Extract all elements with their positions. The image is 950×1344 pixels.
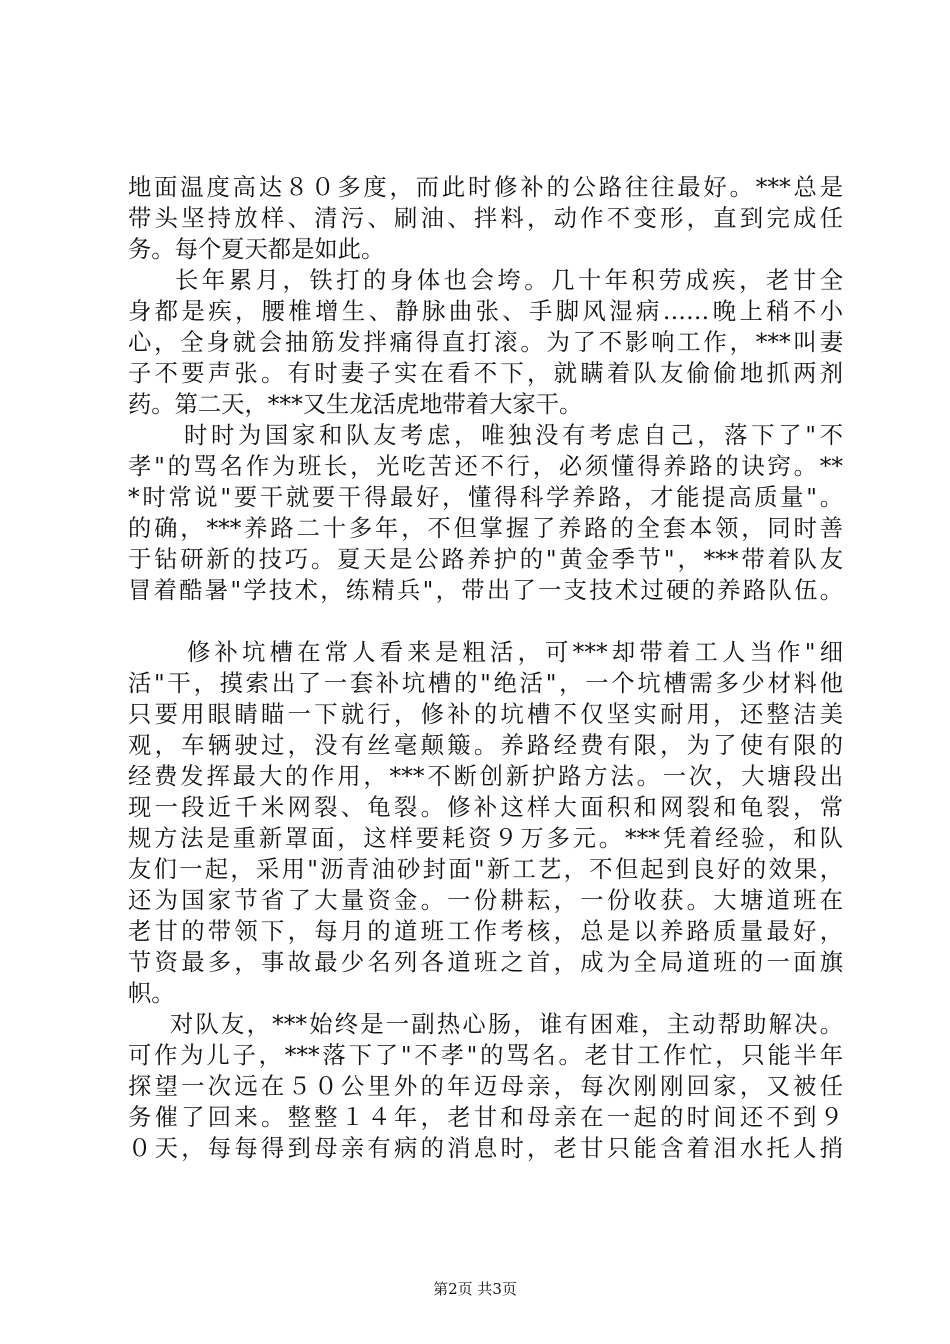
text-line: 活"干，摸索出了一套补坑槽的"绝活"，一个坑槽需多少材料他 xyxy=(128,670,843,697)
text-line: 孝"的骂名作为班长，光吃苦还不行，必须懂得养路的诀窍。** xyxy=(128,453,843,480)
text-line: 长年累月，铁打的身体也会垮。几十年积劳成疾，老甘全 xyxy=(175,267,843,294)
text-line: 修补坑槽在常人看来是粗活，可***却带着工人当作"细 xyxy=(187,639,843,666)
text-line: 节资最多，事故最少名列各道班之首，成为全局道班的一面旗 xyxy=(128,949,843,976)
document-body xyxy=(128,172,843,1164)
text-line: ０天，每每得到母亲有病的消息时，老甘只能含着泪水托人捎 xyxy=(128,1135,843,1162)
text-line: 探望一次远在５０公里外的年迈母亲，每次刚刚回家，又被任 xyxy=(128,1073,843,1100)
text-line: 帜。 xyxy=(128,980,175,1007)
text-line: 可作为儿子，***落下了"不孝"的骂名。老甘工作忙，只能半年 xyxy=(128,1042,843,1069)
paragraph-gap xyxy=(128,606,843,637)
text-line: 经费发挥最大的作用，***不断创新护路方法。一次，大塘段出 xyxy=(128,763,843,790)
text-line: 观，车辆驶过，没有丝毫颠簸。养路经费有限，为了使有限的 xyxy=(128,732,843,759)
text-line: 只要用眼睛瞄一下就行，修补的坑槽不仅坚实耐用，还整洁美 xyxy=(128,701,843,728)
text-line: 心，全身就会抽筋发拌痛得直打滚。为了不影响工作，***叫妻 xyxy=(128,329,843,356)
text-line: 规方法是重新罩面，这样要耗资９万多元。***凭着经验，和队 xyxy=(128,825,843,852)
text-line: 子不要声张。有时妻子实在看不下，就瞒着队友偷偷地抓两剂 xyxy=(128,360,843,387)
text-line: 地面温度高达８０多度，而此时修补的公路往往最好。***总是 xyxy=(128,174,843,201)
text-line: 身都是疾，腰椎增生、静脉曲张、手脚风湿病……晚上稍不小 xyxy=(128,298,843,325)
text-line: 还为国家节省了大量资金。一份耕耘，一份收获。大塘道班在 xyxy=(128,887,843,914)
text-line: 务催了回来。整整１４年，老甘和母亲在一起的时间还不到９ xyxy=(128,1104,843,1131)
text-line: 对队友，***始终是一副热心肠，谁有困难，主动帮助解决。 xyxy=(170,1011,843,1038)
page-number-footer: 第2页 共3页 xyxy=(433,1280,517,1298)
text-line: 于钻研新的技巧。夏天是公路养护的"黄金季节"，***带着队友 xyxy=(128,546,843,573)
text-line: 冒着酷暑"学技术，练精兵"，带出了一支技术过硬的养路队伍。 xyxy=(128,577,843,604)
text-line: 友们一起，采用"沥青油砂封面"新工艺，不但起到良好的效果， xyxy=(128,856,843,883)
text-line: 带头坚持放样、清污、刷油、拌料，动作不变形，直到完成任 xyxy=(128,205,843,232)
text-line: 的确，***养路二十多年，不但掌握了养路的全套本领，同时善 xyxy=(128,515,843,542)
text-line: 现一段近千米网裂、龟裂。修补这样大面积和网裂和龟裂，常 xyxy=(128,794,843,821)
text-line: 务。每个夏天都是如此。 xyxy=(128,236,385,263)
text-line: 老甘的带领下，每月的道班工作考核，总是以养路质量最好， xyxy=(128,918,843,945)
text-line: *时常说"要干就要干得最好，懂得科学养路，才能提高质量"。 xyxy=(128,484,843,511)
text-line: 药。第二天，***又生龙活虎地带着大家干。 xyxy=(128,391,583,418)
text-line: 时时为国家和队友考虑，唯独没有考虑自己，落下了"不 xyxy=(184,422,843,449)
